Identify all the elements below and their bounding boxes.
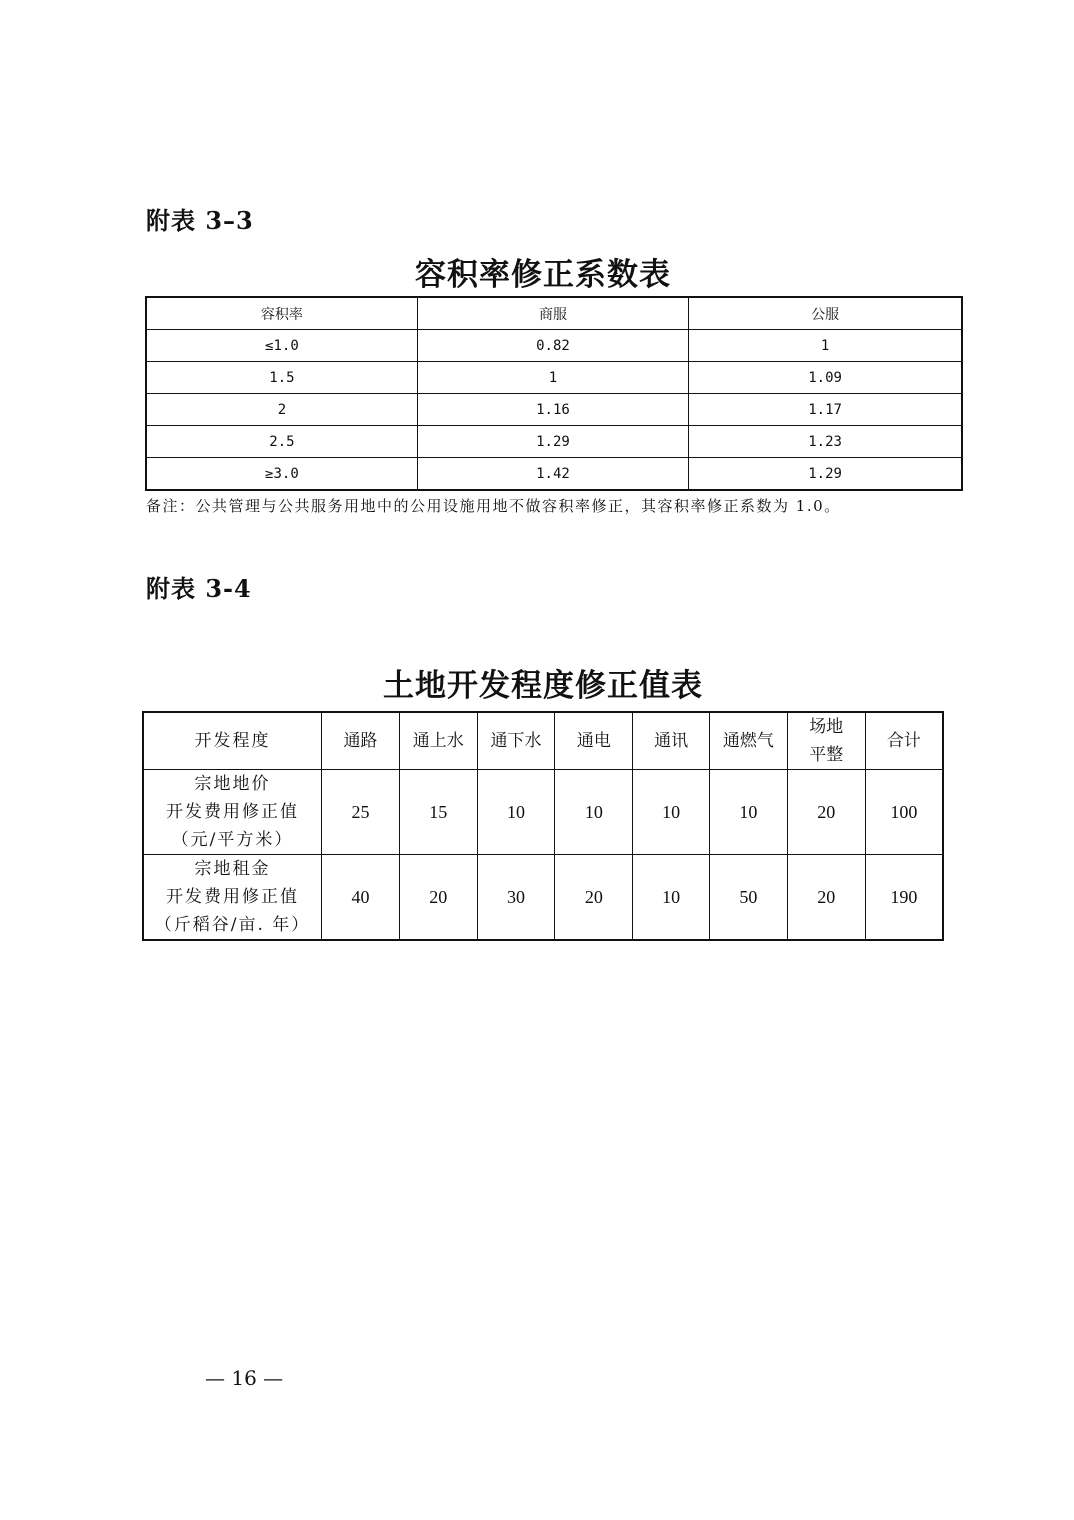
header-cell (787, 712, 865, 770)
header-line: 平整 (809, 745, 844, 765)
table-cell: 10 (477, 770, 555, 855)
row-header-line: （斤稻谷/亩. 年） (154, 915, 311, 935)
header-cell: 商服 (417, 297, 688, 330)
land-development-correction-table (142, 711, 944, 941)
table-cell: 2 (146, 394, 417, 426)
table-cell: 20 (787, 855, 865, 941)
header-cell: 通讯 (633, 712, 710, 770)
table-row (143, 855, 943, 941)
header-cell: 公服 (689, 297, 962, 330)
table-cell: 10 (710, 770, 788, 855)
table-row (146, 362, 962, 394)
table-row (146, 330, 962, 362)
table-cell: ≥3.0 (146, 458, 417, 491)
table-cell: 100 (865, 770, 943, 855)
table-header-row (143, 712, 943, 770)
table-cell: 1.42 (417, 458, 688, 491)
header-cell: 通燃气 (710, 712, 788, 770)
header-cell: 合计 (865, 712, 943, 770)
table-cell: 1.16 (417, 394, 688, 426)
table-cell: 10 (633, 855, 710, 941)
header-cell: 容积率 (146, 297, 417, 330)
table-cell: 1.29 (689, 458, 962, 491)
table-cell: 10 (555, 770, 633, 855)
table-cell: 20 (555, 855, 633, 941)
header-cell: 开发程度 (143, 712, 322, 770)
table-cell: 40 (322, 855, 400, 941)
table-cell: 30 (477, 855, 555, 941)
table-cell: 1 (417, 362, 688, 394)
table-cell: ≤1.0 (146, 330, 417, 362)
header-cell: 通电 (555, 712, 633, 770)
row-header-line: 宗地地价 (194, 774, 271, 794)
header-cell: 通下水 (477, 712, 555, 770)
table-cell: 1 (689, 330, 962, 362)
table-3-4-title: 土地开发程度修正值表 (383, 668, 703, 704)
table-cell: 190 (865, 855, 943, 941)
table-cell: 1.17 (689, 394, 962, 426)
table-cell: 1.5 (146, 362, 417, 394)
row-header-cell (143, 855, 322, 941)
page-number: — 16 — (205, 1366, 284, 1390)
table-cell: 25 (322, 770, 400, 855)
table-cell: 20 (399, 855, 477, 941)
table-3-3-title: 容积率修正系数表 (415, 257, 671, 293)
table-cell: 15 (399, 770, 477, 855)
header-cell: 通路 (322, 712, 400, 770)
table-cell: 10 (633, 770, 710, 855)
row-header-line: （元/平方米） (171, 830, 294, 850)
table-row (146, 394, 962, 426)
row-header-line: 宗地租金 (194, 859, 271, 879)
table-row (143, 770, 943, 855)
table-cell: 1.29 (417, 426, 688, 458)
table-cell: 20 (787, 770, 865, 855)
row-header-line: 开发费用修正值 (166, 802, 300, 822)
table-3-4-label: 附表 3-4 (146, 574, 252, 603)
table-header-row (146, 297, 962, 330)
table-cell: 0.82 (417, 330, 688, 362)
table-cell: 50 (710, 855, 788, 941)
table-cell: 1.23 (689, 426, 962, 458)
row-header-line: 开发费用修正值 (166, 887, 300, 907)
table-3-3-label: 附表 3–3 (146, 206, 254, 235)
row-header-cell (143, 770, 322, 855)
header-line: 场地 (809, 717, 844, 737)
table-cell: 2.5 (146, 426, 417, 458)
table-row (146, 426, 962, 458)
table-row (146, 458, 962, 491)
plot-ratio-correction-table (145, 296, 963, 491)
table-cell: 1.09 (689, 362, 962, 394)
table-3-3-note: 备注：公共管理与公共服务用地中的公用设施用地不做容积率修正，其容积率修正系数为 1.0。 (146, 497, 841, 515)
header-cell: 通上水 (399, 712, 477, 770)
